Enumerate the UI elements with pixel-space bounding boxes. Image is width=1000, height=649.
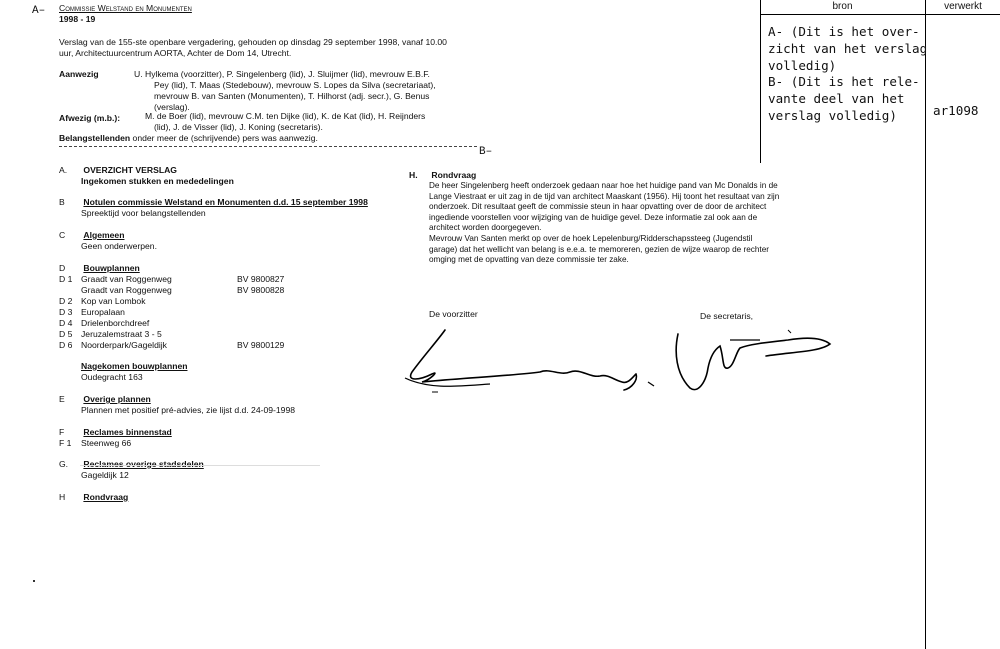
rondvraag-title: Rondvraag	[431, 170, 477, 180]
rondvraag-line: omging met de opvatting van deze commissie ter zake.	[429, 255, 629, 265]
bouwplan-row	[59, 296, 237, 307]
note-line: A- (Dit is het over-	[768, 24, 920, 39]
separator-line	[59, 146, 477, 147]
intro-text	[59, 37, 489, 59]
agenda-title: Rondvraag	[83, 492, 129, 502]
attendee-line: U. Hylkema (voorzitter), P. Singelenberg (lid), J. Sluijmer (lid), mevrouw E.B.F.	[134, 69, 430, 79]
bouwplan-code: D 2	[59, 296, 73, 306]
rondvraag-line: onderzoek. Dit resultaat geeft de commissie steun in haar opvatting over de door de architect	[429, 202, 767, 212]
secretary-signature	[670, 322, 840, 402]
note-line: zicht van het verslag	[768, 40, 928, 56]
reclame-code: F 1	[59, 438, 72, 448]
bouwplan-row	[59, 340, 284, 351]
bouwplan-row	[59, 274, 284, 285]
column-header-bron: bron	[832, 1, 853, 12]
bouwplan-code: D 4	[59, 318, 73, 328]
nagekomen-title: Nagekomen bouwplannen	[81, 361, 188, 371]
bouwplan-code: D 3	[59, 307, 73, 317]
rondvraag-line: garage) dat het wellicht van belang is e.e.a. te memoreren, gezien de wijze waarop de rechter	[429, 244, 769, 254]
agenda-letter: B	[59, 197, 65, 207]
agenda-title: OVERZICHT VERSLAG	[83, 165, 177, 175]
attendee-line: (verslag).	[154, 102, 190, 112]
rondvraag-line: De heer Singelenberg heeft onderzoek gedaan naar hoe het huidige pand van Mc Donalds in de	[429, 181, 778, 190]
chair-label: De voorzitter	[429, 309, 478, 319]
secretary-label: De secretaris,	[700, 311, 754, 321]
agenda-subtitle: Spreektijd voor belangstellenden	[81, 208, 206, 218]
bouwplan-row	[59, 318, 237, 329]
agenda-item-b	[59, 197, 368, 208]
rondvraag-letter: H.	[409, 170, 418, 180]
absentee-line: (lid), J. de Visser (lid), J. Koning (secretaris).	[154, 122, 323, 132]
attendee-line: Pey (lid), T. Maas (Stedebouw), mevrouw S. Lopes da Silva (secretariaat),	[154, 80, 436, 90]
agenda-title: Notulen commissie Welstand en Monumenten d.d. 15 september 1998	[83, 197, 368, 207]
bouwplan-name: Graadt van Roggenweg	[81, 285, 172, 295]
rondvraag-line: Mevrouw Van Santen merkt op over de hoek Lepelenburg/Ridderschapssteeg (Jugendstil	[429, 233, 753, 243]
bouwplan-name: Drielenborchdreef	[81, 318, 150, 328]
reclame-row	[59, 438, 131, 449]
rondvraag-line: architect worden doorgegeven.	[429, 223, 542, 233]
aanwezig-list	[134, 69, 436, 113]
agenda-title: Algemeen	[83, 230, 125, 240]
belangstellenden-text: onder meer de (schrijvende) pers was aanwezig.	[132, 133, 318, 143]
processed-code: ar1098	[933, 103, 979, 118]
chair-signature	[400, 320, 700, 410]
source-note	[768, 24, 927, 125]
bouwplan-code: D 5	[59, 329, 73, 339]
report-header	[59, 3, 479, 25]
agenda-item-f	[59, 427, 172, 438]
scan-dot	[33, 580, 35, 582]
intro-line: Verslag van de 155-ste openbare vergadering, gehouden op dinsdag 29 september 1998, vanaf 10.00	[59, 37, 447, 47]
bouwplan-row	[59, 329, 237, 340]
agenda-letter: G.	[59, 459, 69, 469]
agenda-item-c	[59, 230, 124, 241]
agenda-item-a	[59, 165, 177, 176]
bouwplan-name: Jeruzalemstraat 3 - 5	[81, 329, 162, 339]
agenda-item-h	[59, 492, 128, 503]
bouwplan-row	[59, 285, 284, 296]
bouwplan-code: D 1	[59, 274, 73, 284]
rondvraag-body	[409, 181, 821, 266]
rondvraag-line: ingediende voorstellen voor wijziging van de huidige gevel. Deze informatie zal ook aan de	[429, 212, 758, 222]
nagekomen-item: Oudegracht 163	[81, 372, 143, 382]
aanwezig-label: Aanwezig	[59, 69, 99, 79]
note-line: volledig)	[768, 57, 837, 73]
section-marker-a: A–	[32, 5, 46, 17]
afwezig-list	[134, 111, 425, 133]
agenda-letter: D	[59, 263, 66, 273]
bouwplan-row	[59, 307, 237, 318]
faint-rule	[80, 465, 320, 466]
note-line: B- (Dit is het rele-	[768, 74, 920, 90]
agenda-letter: E	[59, 394, 65, 404]
agenda-title: Reclames overige stadsdelen	[83, 459, 204, 469]
bouwplan-name: Kop van Lombok	[81, 296, 146, 306]
table-header-rule	[760, 14, 1000, 15]
column-header-verwerkt: verwerkt	[944, 1, 982, 12]
agenda-letter: C	[59, 230, 66, 240]
bouwplan-ref: BV 9800827	[237, 274, 285, 284]
agenda-subtitle: Geen onderwerpen.	[81, 241, 157, 251]
bouwplan-name: Graadt van Roggenweg	[81, 274, 172, 284]
intro-line: uur, Architectuurcentrum AORTA, Achter de Dom 14, Utrecht.	[59, 48, 292, 58]
afwezig-label: Afwezig (m.b.):	[59, 113, 121, 123]
bouwplan-ref: BV 9800828	[237, 285, 285, 295]
reclame-name: Steenweg 66	[81, 438, 132, 448]
agenda-letter: A.	[59, 165, 68, 175]
committee-title: Commissie Welstand en Monumenten	[59, 3, 192, 13]
note-line: vante deel van het	[768, 91, 905, 107]
agenda-title: Bouwplannen	[83, 263, 140, 273]
agenda-letter: F	[59, 427, 65, 437]
absentee-line: M. de Boer (lid), mevrouw C.M. ten Dijke (lid), K. de Kat (lid), H. Reijnders	[145, 111, 426, 121]
agenda-subtitle: Plannen met positief pré-advies, zie lijst d.d. 24-09-1998	[81, 405, 296, 415]
agenda-subtitle: Gageldijk 12	[81, 470, 129, 480]
belangstellenden-line	[59, 133, 318, 144]
bouwplan-name: Noorderpark/Gageldijk	[81, 340, 167, 350]
bouwplan-code: D 6	[59, 340, 73, 350]
attendee-line: mevrouw B. van Santen (Monumenten), T. Hilhorst (adj. secr.), G. Benus	[154, 91, 430, 101]
section-marker-b: B–	[479, 146, 493, 158]
belangstellenden-label: Belangstellenden	[59, 133, 131, 143]
agenda-subtitle: Ingekomen stukken en mededelingen	[81, 176, 234, 186]
note-line: verslag volledig)	[768, 107, 897, 123]
agenda-item-d	[59, 263, 140, 274]
report-number: 1998 - 19	[59, 14, 96, 24]
agenda-title: Overige plannen	[83, 394, 151, 404]
agenda-title: Reclames binnenstad	[83, 427, 172, 437]
agenda-letter: H	[59, 492, 66, 502]
table-border	[760, 0, 761, 163]
rondvraag-line: Lange Viestraat er uit zag in de tijd van architect Maaskant (1956). Hij toont het resultaat van zijn	[429, 191, 780, 201]
bouwplan-name: Europalaan	[81, 307, 125, 317]
rondvraag-section	[409, 170, 821, 266]
bouwplan-ref: BV 9800129	[237, 340, 285, 350]
agenda-item-e	[59, 394, 151, 405]
